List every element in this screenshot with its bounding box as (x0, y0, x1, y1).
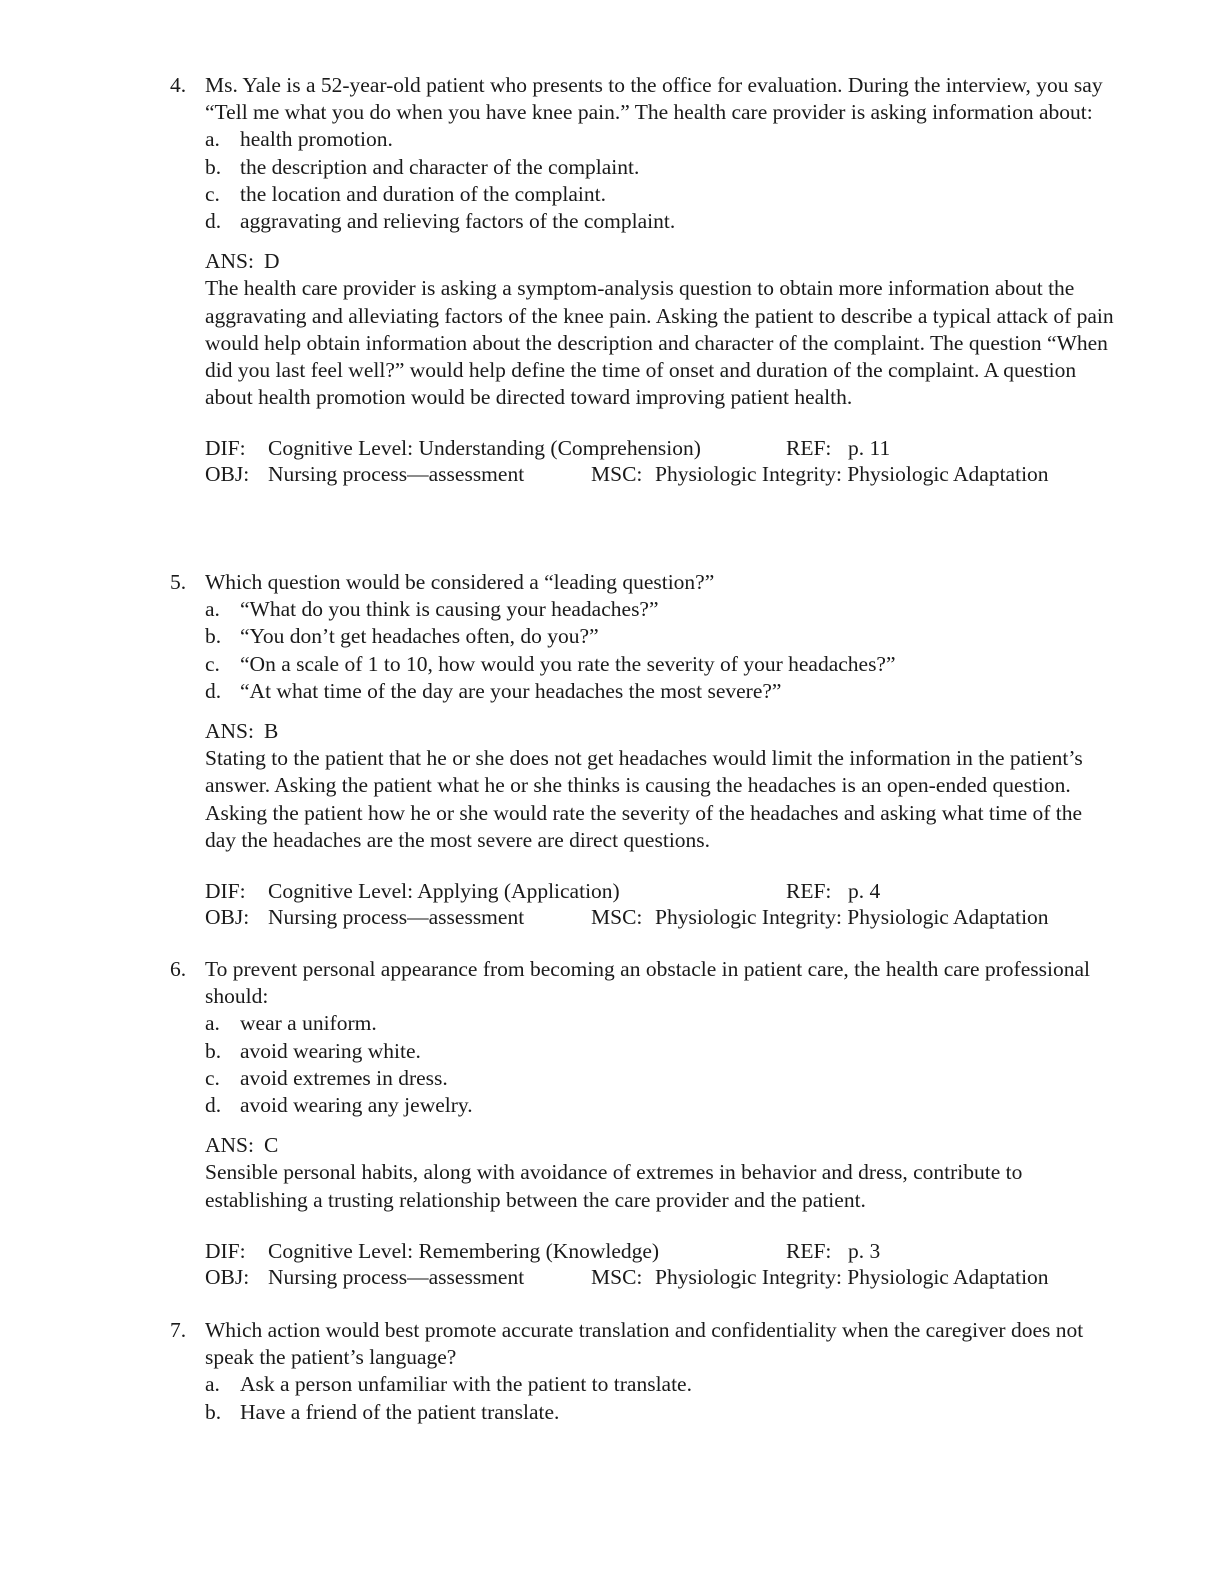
option-text: Have a friend of the patient translate. (240, 1399, 560, 1424)
ref-value: p. 3 (848, 1238, 881, 1263)
answer-value: D (263, 249, 280, 274)
ref-label: REF: (786, 436, 832, 461)
dif-label: DIF: (205, 879, 246, 904)
option-b (205, 623, 1115, 650)
obj-value: Nursing process—assessment (268, 905, 525, 930)
question-metadata (205, 878, 1115, 930)
option-letter: d. (205, 209, 222, 234)
option-list (205, 126, 1115, 235)
option-b (205, 154, 1115, 181)
option-letter: c. (205, 1065, 220, 1090)
question-stem: To prevent personal appearance from becoming an obstacle in patient care, the health care professional should: (205, 957, 1090, 1009)
option-b (205, 1038, 1115, 1065)
answer-label: ANS: (205, 249, 254, 274)
answer-value: B (263, 719, 279, 744)
option-list (205, 596, 1115, 705)
dif-value: Cognitive Level: Applying (Application) (268, 879, 620, 904)
option-c (205, 1065, 1115, 1092)
option-text: “On a scale of 1 to 10, how would you rate the severity of your headaches?” (240, 651, 896, 676)
obj-label: OBJ: (205, 462, 250, 487)
option-text: “What do you think is causing your headaches?” (240, 597, 659, 622)
msc-value: Physiologic Integrity: Physiologic Adaptation (655, 1264, 1049, 1289)
option-list (205, 1010, 1115, 1119)
answer-rationale: Stating to the patient that he or she does not get headaches would limit the information in the patient’s answer. Asking the patient what he or she thinks is causing the headaches is an open-ended question. Asking the patient how he or she would rate the severity of the headaches and asking what time of the day the headaches are the most severe are direct questions. (205, 746, 1083, 852)
option-letter: c. (205, 181, 220, 206)
option-text: wear a uniform. (240, 1011, 377, 1036)
msc-label: MSC: (591, 462, 643, 487)
answer-rationale: The health care provider is asking a symptom-analysis question to obtain more information about the aggravating and alleviating factors of the knee pain. Asking the patient to describe a typical attack of pain would help obtain information about the description and character of the complaint. The question “When did you last feel well?” would help define the time of onset and duration of the complaint. A question about health promotion would be directed toward improving patient health. (205, 276, 1114, 410)
question-number: 6. (170, 957, 187, 981)
dif-label: DIF: (205, 436, 246, 461)
option-text: the location and duration of the complaint. (240, 181, 606, 206)
obj-value: Nursing process—assessment (268, 462, 525, 487)
msc-value: Physiologic Integrity: Physiologic Adaptation (655, 905, 1049, 930)
ref-value: p. 11 (848, 436, 891, 461)
dif-value: Cognitive Level: Remembering (Knowledge) (268, 1238, 660, 1263)
option-letter: d. (205, 678, 222, 703)
question-4 (170, 72, 1115, 487)
option-letter: a. (205, 597, 220, 622)
option-text: “You don’t get headaches often, do you?” (240, 624, 599, 649)
option-letter: b. (205, 1038, 222, 1063)
ref-label: REF: (786, 1238, 832, 1263)
option-a (205, 1371, 1115, 1398)
obj-label: OBJ: (205, 1264, 250, 1289)
option-text: aggravating and relieving factors of the complaint. (240, 209, 676, 234)
option-list (205, 1371, 1115, 1425)
question-number: 7. (170, 1318, 187, 1342)
option-d (205, 678, 1115, 705)
option-letter: a. (205, 1011, 220, 1036)
msc-value: Physiologic Integrity: Physiologic Adaptation (655, 462, 1049, 487)
question-stem: Which action would best promote accurate translation and confidentiality when the caregiver does not speak the patient’s language? (205, 1318, 1084, 1370)
ref-value: p. 4 (848, 879, 881, 904)
answer-label: ANS: (205, 1133, 254, 1158)
question-stem: Ms. Yale is a 52-year-old patient who presents to the office for evaluation. During the interview, you say “Tell me what you do when you have knee pain.” The health care provider is asking information about: (205, 73, 1103, 125)
question-number: 5. (170, 570, 187, 594)
option-d (205, 208, 1115, 235)
option-letter: a. (205, 127, 220, 152)
obj-label: OBJ: (205, 905, 250, 930)
option-letter: b. (205, 1399, 222, 1424)
answer-block (205, 248, 1115, 411)
ref-label: REF: (786, 879, 832, 904)
option-text: avoid wearing white. (240, 1038, 421, 1063)
question-stem: Which question would be considered a “leading question?” (205, 570, 715, 594)
option-a (205, 126, 1115, 153)
option-letter: b. (205, 624, 222, 649)
option-letter: c. (205, 651, 220, 676)
answer-label: ANS: (205, 719, 254, 744)
option-d (205, 1092, 1115, 1119)
option-letter: a. (205, 1372, 220, 1397)
option-text: avoid extremes in dress. (240, 1065, 448, 1090)
obj-value: Nursing process—assessment (268, 1264, 525, 1289)
option-a (205, 1010, 1115, 1037)
option-letter: d. (205, 1093, 222, 1118)
dif-label: DIF: (205, 1238, 246, 1263)
question-number: 4. (170, 73, 187, 97)
question-7 (170, 1317, 1115, 1426)
answer-block (205, 1132, 1115, 1214)
option-letter: b. (205, 154, 222, 179)
msc-label: MSC: (591, 1264, 643, 1289)
option-text: avoid wearing any jewelry. (240, 1093, 473, 1118)
question-6 (170, 956, 1115, 1290)
answer-rationale: Sensible personal habits, along with avoidance of extremes in behavior and dress, contribute to establishing a trusting relationship between the care provider and the patient. (205, 1160, 1023, 1212)
answer-block (205, 718, 1115, 854)
dif-value: Cognitive Level: Understanding (Comprehension) (268, 436, 701, 461)
option-text: Ask a person unfamiliar with the patient to translate. (240, 1372, 692, 1397)
question-metadata (205, 1238, 1115, 1290)
question-metadata (205, 435, 1115, 487)
option-text: health promotion. (240, 127, 393, 152)
option-b (205, 1399, 1115, 1426)
answer-value: C (263, 1133, 279, 1158)
option-c (205, 651, 1115, 678)
option-c (205, 181, 1115, 208)
msc-label: MSC: (591, 905, 643, 930)
option-a (205, 596, 1115, 623)
option-text: “At what time of the day are your headaches the most severe?” (240, 678, 782, 703)
option-text: the description and character of the complaint. (240, 154, 640, 179)
question-5 (170, 569, 1115, 930)
